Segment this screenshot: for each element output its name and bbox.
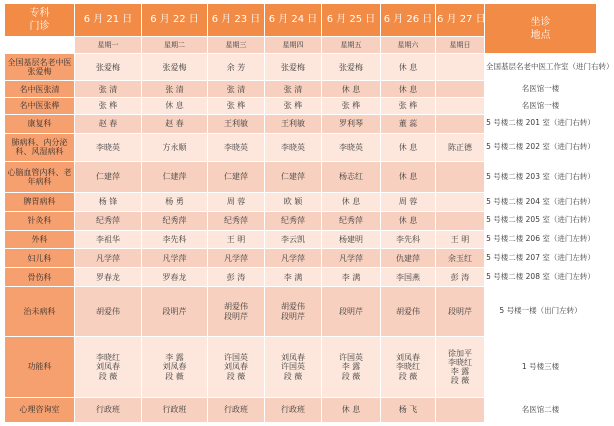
- doctor-cell: 李晓英: [208, 133, 265, 161]
- doctor-cell: 张 桦: [265, 98, 322, 115]
- department-name: 骨伤科: [5, 268, 75, 287]
- schedule-row: [5, 98, 597, 115]
- weekday-label: 星期一: [75, 37, 142, 54]
- doctor-cell: 张 清: [208, 81, 265, 98]
- weekday-label: 星期三: [208, 37, 265, 54]
- empty-cell: [436, 81, 485, 98]
- room-location: 5 号楼二楼 206 室（进门左转）: [485, 230, 597, 249]
- room-location: 名医馆二楼: [485, 397, 597, 422]
- doctor-name: 许国英: [224, 353, 248, 363]
- department-name: 名中医张清: [5, 81, 75, 98]
- room-location: 5 号楼二楼 204 室（进门右转）: [485, 193, 597, 212]
- doctor-cell: 休 息: [322, 397, 381, 422]
- doctor-name: 段明芹: [448, 307, 472, 317]
- schedule-row: [5, 230, 597, 249]
- doctor-cell: 休 息: [381, 81, 436, 98]
- doctor-cell: 休 息: [381, 133, 436, 161]
- doctor-cell: 李云凯: [265, 230, 322, 249]
- doctor-cell: [265, 337, 322, 398]
- doctor-cell: 休 息: [322, 193, 381, 212]
- doctor-cell: 李晓英: [75, 133, 142, 161]
- doctor-name: 李 露: [341, 362, 361, 372]
- department-name: 外科: [5, 230, 75, 249]
- doctor-cell: 仁建萍: [75, 161, 142, 192]
- room-location: 5 号楼一楼（出门左转）: [485, 287, 597, 337]
- clinic-schedule-table: [4, 3, 614, 423]
- weekday-label: 星期日: [436, 37, 485, 54]
- doctor-name: 徐加平: [448, 348, 472, 358]
- department-name: 名中医张桦: [5, 98, 75, 115]
- doctor-cell: 周 蓉: [208, 193, 265, 212]
- doctor-name: 李 露: [450, 367, 470, 377]
- doctor-cell: 张爱梅: [322, 54, 381, 81]
- doctor-cell: 纪秀萍: [265, 211, 322, 230]
- department-name: 全国基层名老中医张爱梅: [5, 54, 75, 81]
- schedule-row: [5, 397, 597, 422]
- doctor-name: 许国英: [281, 362, 305, 372]
- doctor-cell: 杨志红: [322, 161, 381, 192]
- doctor-cell: 凡学萍: [75, 249, 142, 268]
- doctor-cell: 方永顺: [142, 133, 208, 161]
- doctor-name: 段 薇: [165, 371, 184, 381]
- doctor-cell: 罗春龙: [75, 268, 142, 287]
- department-name: 治未病科: [5, 287, 75, 337]
- doctor-name: 刘凤春: [162, 362, 187, 372]
- doctor-cell: [142, 337, 208, 398]
- room-location: 5 号楼二楼 202 室（进门右转）: [485, 133, 597, 161]
- doctor-name: 刘凤春: [281, 353, 305, 363]
- date-header: 6 月 27 日: [436, 4, 485, 37]
- weekday-corner: [5, 37, 75, 54]
- doctor-cell: 杨 飞: [381, 397, 436, 422]
- department-name: 功能科: [5, 337, 75, 398]
- schedule-row: [5, 54, 597, 81]
- doctor-cell: 张爱梅: [75, 54, 142, 81]
- doctor-cell: [322, 337, 381, 398]
- doctor-name: 刘凤春: [224, 362, 248, 372]
- doctor-cell: [208, 337, 265, 398]
- room-location: 5 号楼二楼 205 室（进门右转）: [485, 211, 597, 230]
- doctor-cell: 仁建萍: [208, 161, 265, 192]
- doctor-cell: [436, 337, 485, 398]
- doctor-cell: 张 桦: [322, 98, 381, 115]
- doctor-cell: 李先科: [142, 230, 208, 249]
- doctor-name: 段 薇: [341, 371, 361, 381]
- doctor-cell: 李 满: [265, 268, 322, 287]
- room-location: 名医馆一楼: [485, 98, 597, 115]
- doctor-cell: [381, 287, 436, 337]
- schedule-row: [5, 211, 597, 230]
- doctor-cell: [322, 287, 381, 337]
- doctor-cell: 张 桦: [381, 98, 436, 115]
- doctor-cell: 杨建明: [322, 230, 381, 249]
- doctor-cell: 行政班: [142, 397, 208, 422]
- doctor-cell: 赵 春: [142, 114, 208, 133]
- location-line: 坐诊: [530, 16, 551, 28]
- schedule-row: [5, 161, 597, 192]
- doctor-cell: 李晓英: [265, 133, 322, 161]
- doctor-cell: 张 清: [142, 81, 208, 98]
- doctor-name: 段明芹: [281, 311, 305, 321]
- department-name: 妇儿科: [5, 249, 75, 268]
- room-location: 全国基层名老中医工作室（进门右转）: [485, 54, 597, 81]
- doctor-name: 刘凤春: [396, 353, 420, 363]
- doctor-cell: 杨 勇: [142, 193, 208, 212]
- doctor-name: 段明芹: [224, 311, 248, 321]
- doctor-cell: 休 息: [381, 211, 436, 230]
- doctor-cell: 余玉红: [436, 249, 485, 268]
- doctor-cell: 凡学萍: [142, 249, 208, 268]
- doctor-name: 刘凤春: [96, 362, 120, 372]
- doctor-cell: [381, 337, 436, 398]
- doctor-cell: 李晓英: [322, 133, 381, 161]
- doctor-cell: 王 明: [436, 230, 485, 249]
- doctor-cell: 王利敏: [208, 114, 265, 133]
- doctor-cell: 王利敏: [265, 114, 322, 133]
- schedule-row: [5, 249, 597, 268]
- empty-cell: [436, 193, 485, 212]
- schedule-row: [5, 337, 597, 398]
- doctor-cell: 休 息: [322, 81, 381, 98]
- doctor-cell: 赵 春: [75, 114, 142, 133]
- doctor-cell: [142, 287, 208, 337]
- doctor-cell: 纪秀萍: [322, 211, 381, 230]
- doctor-cell: 李祖华: [75, 230, 142, 249]
- weekday-label: 星期六: [381, 37, 436, 54]
- date-header: 6 月 23 日: [208, 4, 265, 37]
- doctor-cell: 李国燕: [381, 268, 436, 287]
- doctor-cell: 彭 涛: [436, 268, 485, 287]
- schedule-row: [5, 193, 597, 212]
- room-location: 1 号楼三楼: [485, 337, 597, 398]
- doctor-cell: 张爱梅: [142, 54, 208, 81]
- doctor-name: 段明芹: [162, 307, 187, 317]
- doctor-cell: 张爱梅: [265, 54, 322, 81]
- doctor-cell: 纪秀萍: [208, 211, 265, 230]
- doctor-cell: 休 息: [381, 54, 436, 81]
- doctor-cell: 纪秀萍: [142, 211, 208, 230]
- doctor-name: 李晓红: [396, 362, 420, 372]
- doctor-cell: 张 桦: [208, 98, 265, 115]
- doctor-cell: 行政班: [75, 397, 142, 422]
- doctor-name: 段明芹: [339, 307, 363, 317]
- doctor-name: 胡爱伟: [96, 307, 120, 317]
- date-header: 6 月 25 日: [322, 4, 381, 37]
- doctor-cell: 行政班: [265, 397, 322, 422]
- weekday-label: 星期四: [265, 37, 322, 54]
- doctor-cell: [208, 287, 265, 337]
- department-name: 脾胃病科: [5, 193, 75, 212]
- room-location: 5 号楼二楼 208 室（进门左转）: [485, 268, 597, 287]
- doctor-cell: 凡学萍: [265, 249, 322, 268]
- doctor-cell: 欧 颖: [265, 193, 322, 212]
- doctor-name: 李晓红: [96, 353, 120, 363]
- empty-cell: [436, 161, 485, 192]
- empty-cell: [436, 114, 485, 133]
- doctor-cell: 张 清: [265, 81, 322, 98]
- date-header: 6 月 22 日: [142, 4, 208, 37]
- weekday-label: 星期二: [142, 37, 208, 54]
- corner-line: 门诊: [29, 21, 50, 33]
- doctor-cell: 罗利琴: [322, 114, 381, 133]
- department-name: 肺病科、内分泌科、风湿病科: [5, 133, 75, 161]
- doctor-name: 段 薇: [398, 371, 418, 381]
- schedule-row: [5, 287, 597, 337]
- date-header: 6 月 24 日: [265, 4, 322, 37]
- date-header: 6 月 21 日: [75, 4, 142, 37]
- doctor-name: 段 薇: [226, 371, 246, 381]
- date-header: 6 月 26 日: [381, 4, 436, 37]
- doctor-cell: 凡学萍: [208, 249, 265, 268]
- doctor-name: 段 薇: [283, 371, 303, 381]
- doctor-name: 胡爱伟: [224, 302, 248, 312]
- doctor-cell: [265, 287, 322, 337]
- corner-line: 专科: [29, 8, 50, 20]
- doctor-name: 胡爱伟: [281, 302, 305, 312]
- empty-cell: [436, 211, 485, 230]
- department-name: 康复科: [5, 114, 75, 133]
- doctor-cell: 凡学萍: [322, 249, 381, 268]
- doctor-cell: 董 蕊: [381, 114, 436, 133]
- doctor-cell: 李 满: [322, 268, 381, 287]
- doctor-cell: 行政班: [208, 397, 265, 422]
- doctor-cell: 仁建萍: [142, 161, 208, 192]
- empty-cell: [436, 54, 485, 81]
- schedule-row: [5, 268, 597, 287]
- room-location: 5 号楼二楼 207 室（进门左转）: [485, 249, 597, 268]
- doctor-cell: 周 蓉: [381, 193, 436, 212]
- doctor-cell: 杨 锋: [75, 193, 142, 212]
- doctor-cell: 陈正德: [436, 133, 485, 161]
- doctor-cell: [75, 337, 142, 398]
- empty-cell: [436, 397, 485, 422]
- schedule-row: [5, 114, 597, 133]
- doctor-cell: 休 息: [142, 98, 208, 115]
- location-header: [485, 4, 597, 54]
- doctor-cell: 纪秀萍: [75, 211, 142, 230]
- department-name: 针灸科: [5, 211, 75, 230]
- schedule-row: [5, 81, 597, 98]
- department-name: 心脑血管内科、老年病科: [5, 161, 75, 192]
- doctor-cell: 彭 涛: [208, 268, 265, 287]
- doctor-name: 李 露: [165, 353, 184, 363]
- weekday-label: 星期五: [322, 37, 381, 54]
- doctor-cell: 仁建萍: [265, 161, 322, 192]
- doctor-cell: 休 息: [381, 161, 436, 192]
- doctor-name: 许国英: [339, 353, 363, 363]
- room-location: 5 号楼二楼 203 室（进门右转）: [485, 161, 597, 192]
- doctor-name: 李晓红: [448, 357, 472, 367]
- doctor-cell: 李先科: [381, 230, 436, 249]
- doctor-name: 段 薇: [98, 371, 118, 381]
- doctor-cell: 张 桦: [75, 98, 142, 115]
- department-name: 心理咨询室: [5, 397, 75, 422]
- doctor-cell: 余 芳: [208, 54, 265, 81]
- doctor-cell: 张 清: [75, 81, 142, 98]
- room-location: 名医馆一楼: [485, 81, 597, 98]
- empty-cell: [436, 98, 485, 115]
- room-location: 5 号楼二楼 201 室（进门右转）: [485, 114, 597, 133]
- schedule-row: [5, 133, 597, 161]
- location-line: 地点: [530, 29, 551, 41]
- doctor-cell: 罗春龙: [142, 268, 208, 287]
- doctor-name: 段 薇: [450, 376, 470, 386]
- header-row: [5, 4, 597, 37]
- doctor-cell: 王 明: [208, 230, 265, 249]
- schedule-body: [5, 54, 614, 423]
- doctor-cell: [436, 287, 485, 337]
- doctor-cell: 仇建萍: [381, 249, 436, 268]
- doctor-name: 胡爱伟: [396, 307, 420, 317]
- doctor-cell: [75, 287, 142, 337]
- corner-header: [5, 4, 75, 37]
